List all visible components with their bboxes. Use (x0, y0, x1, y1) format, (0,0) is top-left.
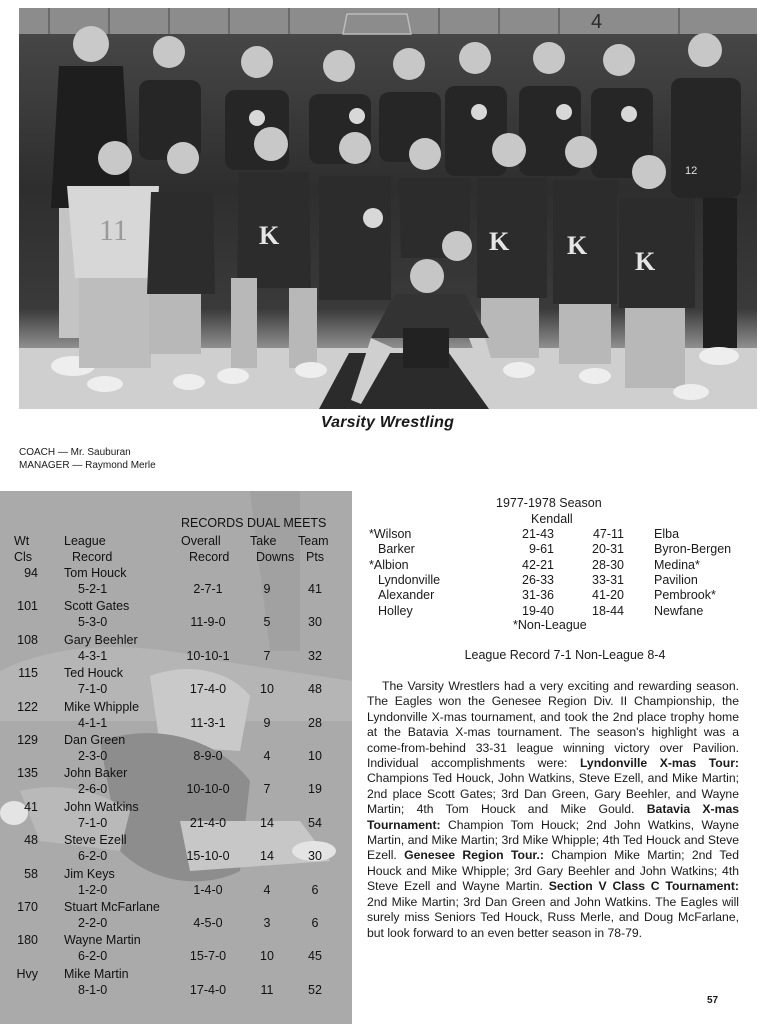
score-left: 21-43 (522, 527, 554, 541)
season-story (367, 679, 739, 941)
wrestler-name: Wayne Martin (64, 933, 141, 948)
col-header-downs: Downs (256, 550, 295, 564)
col-header-pts: Pts (306, 550, 325, 564)
overall-record: 17-4-0 (189, 682, 227, 697)
staff-credits (19, 446, 156, 472)
league-record: 2-6-0 (78, 782, 108, 797)
weight-class: 108 (17, 632, 38, 647)
wrestler-name: Ted Houck (64, 666, 124, 681)
league-record: 4-3-1 (78, 648, 108, 663)
col-header-take: Take (250, 534, 277, 548)
records-table (0, 491, 352, 1024)
takedowns: 14 (260, 849, 274, 864)
score-right: 28-30 (592, 557, 624, 572)
league-record: 2-2-0 (78, 916, 108, 930)
weight-class: 48 (24, 833, 38, 848)
wrestler-name: Scott Gates (64, 599, 130, 614)
opponent-right: Pembrook* (654, 588, 716, 603)
overall-record: 11-3-1 (190, 715, 226, 730)
shirt-number-11: 11 (99, 214, 128, 247)
season-schedule (360, 493, 770, 673)
weight-class: 122 (17, 699, 38, 714)
takedowns: 9 (263, 582, 271, 596)
wrestler-name: Dan Green (64, 733, 126, 747)
league-record: 5-3-0 (78, 615, 108, 630)
overall-record: 10-10-1 (186, 648, 230, 663)
wrestler-name: Mike Martin (64, 966, 129, 981)
team-points: 54 (308, 815, 322, 830)
overall-record: 21-4-0 (189, 815, 227, 830)
opponent-right: Byron-Bergen (654, 542, 732, 557)
team-points: 6 (311, 916, 319, 930)
overall-record: 8-9-0 (193, 749, 223, 763)
season-title: 1977-1978 Season (496, 496, 602, 510)
story-text: The Varsity Wrestlers had a very exciting and rewarding season. The Eagles won the Genesee Region Div. II Championship, the Lyndonville X-mas tournament, and took the 2nd place trophy home at the Batavia X-mas tournament. The season's highlight was a come-from-behind 33-31 league winning victory over Pavilion. Individual accomplishments were: (367, 679, 739, 771)
score-right: 33-31 (592, 572, 624, 587)
team-points: 45 (308, 949, 322, 964)
league-record: 7-1-0 (78, 815, 108, 830)
overall-record: 11-9-0 (190, 615, 226, 630)
weight-class: 41 (24, 799, 38, 814)
team-points: 52 (308, 982, 322, 997)
opponent-left: Holley (378, 603, 413, 618)
gym-wall-banner (19, 8, 757, 34)
manager-credit: MANAGER — Raymond Merle (19, 460, 156, 471)
team-points: 19 (308, 782, 322, 797)
records-banner: RECORDS DUAL MEETS (181, 516, 327, 530)
team-points: 41 (308, 582, 322, 596)
weight-class: Hvy (16, 966, 38, 981)
jersey-letter: K (635, 247, 656, 276)
league-record: 6-2-0 (78, 849, 108, 864)
takedowns: 4 (263, 882, 271, 897)
score-right: 47-11 (592, 527, 624, 541)
team-points: 28 (308, 715, 322, 730)
league-record: 4-1-1 (78, 715, 108, 730)
overall-record: 17-4-0 (189, 982, 227, 997)
weight-class: 115 (18, 666, 38, 681)
score-left: 42-21 (522, 557, 554, 572)
wrestler-name: Stuart McFarlane (64, 900, 160, 914)
takedowns: 10 (260, 949, 274, 964)
opponent-left: Barker (378, 542, 415, 557)
league-record: 1-2-0 (78, 882, 108, 897)
league-record: 5-2-1 (78, 582, 108, 596)
story-text: Champions Ted Houck, John Watkins, Steve Ezell, and Mike Martin; 2nd place Scott Gates; 3rd Dan Green, Gary Beehler, and Wayne Martin; 4th Tom Houck and Mike Gould. (367, 771, 739, 817)
wrestler-name: John Baker (64, 766, 128, 781)
takedowns: 5 (263, 615, 271, 630)
wrestler-name: Jim Keys (64, 866, 115, 881)
score-left: 26-33 (522, 572, 554, 587)
col-header-overall-record: Record (189, 550, 230, 564)
weight-class: 170 (17, 900, 38, 914)
team-points: 30 (308, 615, 322, 630)
season-team: Kendall (531, 512, 573, 526)
col-header-team: Team (298, 534, 329, 548)
overall-record: 10-10-0 (186, 782, 230, 797)
jersey-letter: K (567, 231, 588, 260)
score-left: 19-40 (522, 603, 554, 618)
col-header-cls: Cls (14, 550, 33, 564)
score-left: 31-36 (522, 588, 554, 603)
jersey-letter: K (489, 227, 510, 256)
weight-class: 101 (17, 599, 38, 614)
opponent-right: Pavilion (654, 572, 698, 587)
story-text: Champion Mike Martin; 2nd Ted Houck and Mike Whipple; 3rd Gary Beehler and John Watkins; 4th Steve Ezell and Wayne Martin. (367, 848, 739, 894)
team-points: 32 (308, 648, 322, 663)
records-panel (0, 491, 352, 1024)
weight-class: 135 (17, 766, 38, 781)
story-heading: Batavia X-mas Tournament: (367, 802, 740, 832)
takedowns: 11 (260, 982, 274, 997)
score-right: 20-31 (592, 542, 624, 557)
score-left: 9-61 (528, 542, 554, 557)
league-summary: League Record 7-1 Non-League 8-4 (464, 648, 666, 662)
opponent-left: *Albion (369, 557, 409, 572)
score-right: 18-44 (592, 603, 624, 618)
team-photo (19, 8, 757, 409)
overall-record: 15-10-0 (186, 849, 230, 864)
scoreboard-digit: 4 (591, 11, 603, 33)
story-heading: Section V Class C Tournament: (548, 879, 739, 894)
jersey-letter: K (259, 221, 280, 250)
opponent-right: Newfane (654, 603, 704, 618)
league-record: 7-1-0 (78, 682, 108, 697)
non-league-footnote: *Non-League (513, 618, 587, 632)
takedowns: 7 (263, 782, 271, 797)
opponent-left: Alexander (378, 588, 435, 603)
wrestler-name: Mike Whipple (64, 699, 140, 714)
coach-credit: COACH — Mr. Sauburan (19, 447, 131, 458)
team-points: 6 (311, 882, 319, 897)
takedowns: 10 (260, 682, 274, 697)
col-header-wt: Wt (14, 534, 30, 548)
weight-class: 58 (24, 866, 38, 881)
story-heading: Lyndonville X-mas Tour: (579, 756, 739, 771)
col-header-record: Record (72, 550, 113, 564)
shirt-number-12: 12 (685, 165, 698, 177)
weight-class: 180 (17, 933, 38, 948)
team-photo-drawing (19, 8, 757, 409)
wrestler-name: Tom Houck (64, 566, 127, 580)
photo-caption: Varsity Wrestling (320, 414, 455, 431)
league-record: 8-1-0 (78, 982, 108, 997)
weight-class: 129 (17, 733, 38, 747)
story-heading: Genesee Region Tour.: (404, 848, 544, 863)
league-record: 6-2-0 (78, 949, 108, 964)
overall-record: 1-4-0 (193, 882, 223, 897)
overall-record: 15-7-0 (189, 949, 227, 964)
team-points: 30 (308, 849, 322, 864)
opponent-left: *Wilson (369, 527, 412, 541)
takedowns: 14 (260, 815, 274, 830)
score-right: 41-20 (592, 588, 624, 603)
story-text: Champion Tom Houck; 2nd John Watkins, Wayne Martin, and Mike Martin; 3rd Mike Whipple; 4th Ted Houck and Steve Ezell. (367, 817, 739, 863)
takedowns: 9 (263, 715, 271, 730)
weight-class: 94 (24, 566, 38, 580)
team-points: 10 (308, 749, 322, 763)
wrestler-name: John Watkins (64, 799, 139, 814)
overall-record: 4-5-0 (193, 916, 223, 930)
opponent-left: Lyndonville (378, 572, 441, 587)
league-record: 2-3-0 (78, 749, 108, 763)
wrestler-name: Gary Beehler (64, 632, 138, 647)
opponent-right: Elba (654, 527, 680, 541)
wrestler-name: Steve Ezell (64, 833, 127, 848)
page-number: 57 (707, 995, 719, 1006)
col-header-overall: Overall (181, 534, 221, 548)
takedowns: 7 (263, 648, 271, 663)
team-points: 48 (308, 682, 322, 697)
col-header-league: League (64, 534, 106, 548)
takedowns: 4 (263, 749, 271, 763)
opponent-right: Medina* (654, 557, 700, 572)
overall-record: 2-7-1 (193, 582, 223, 596)
story-text: 2nd Mike Martin; 3rd Dan Green and John Watkins. The Eagles will surely miss Seniors Ted Houck, Russ Merle, and Doug McFarlane, but look forward to an even better season in 78-79. (367, 894, 739, 940)
takedowns: 3 (263, 916, 271, 930)
